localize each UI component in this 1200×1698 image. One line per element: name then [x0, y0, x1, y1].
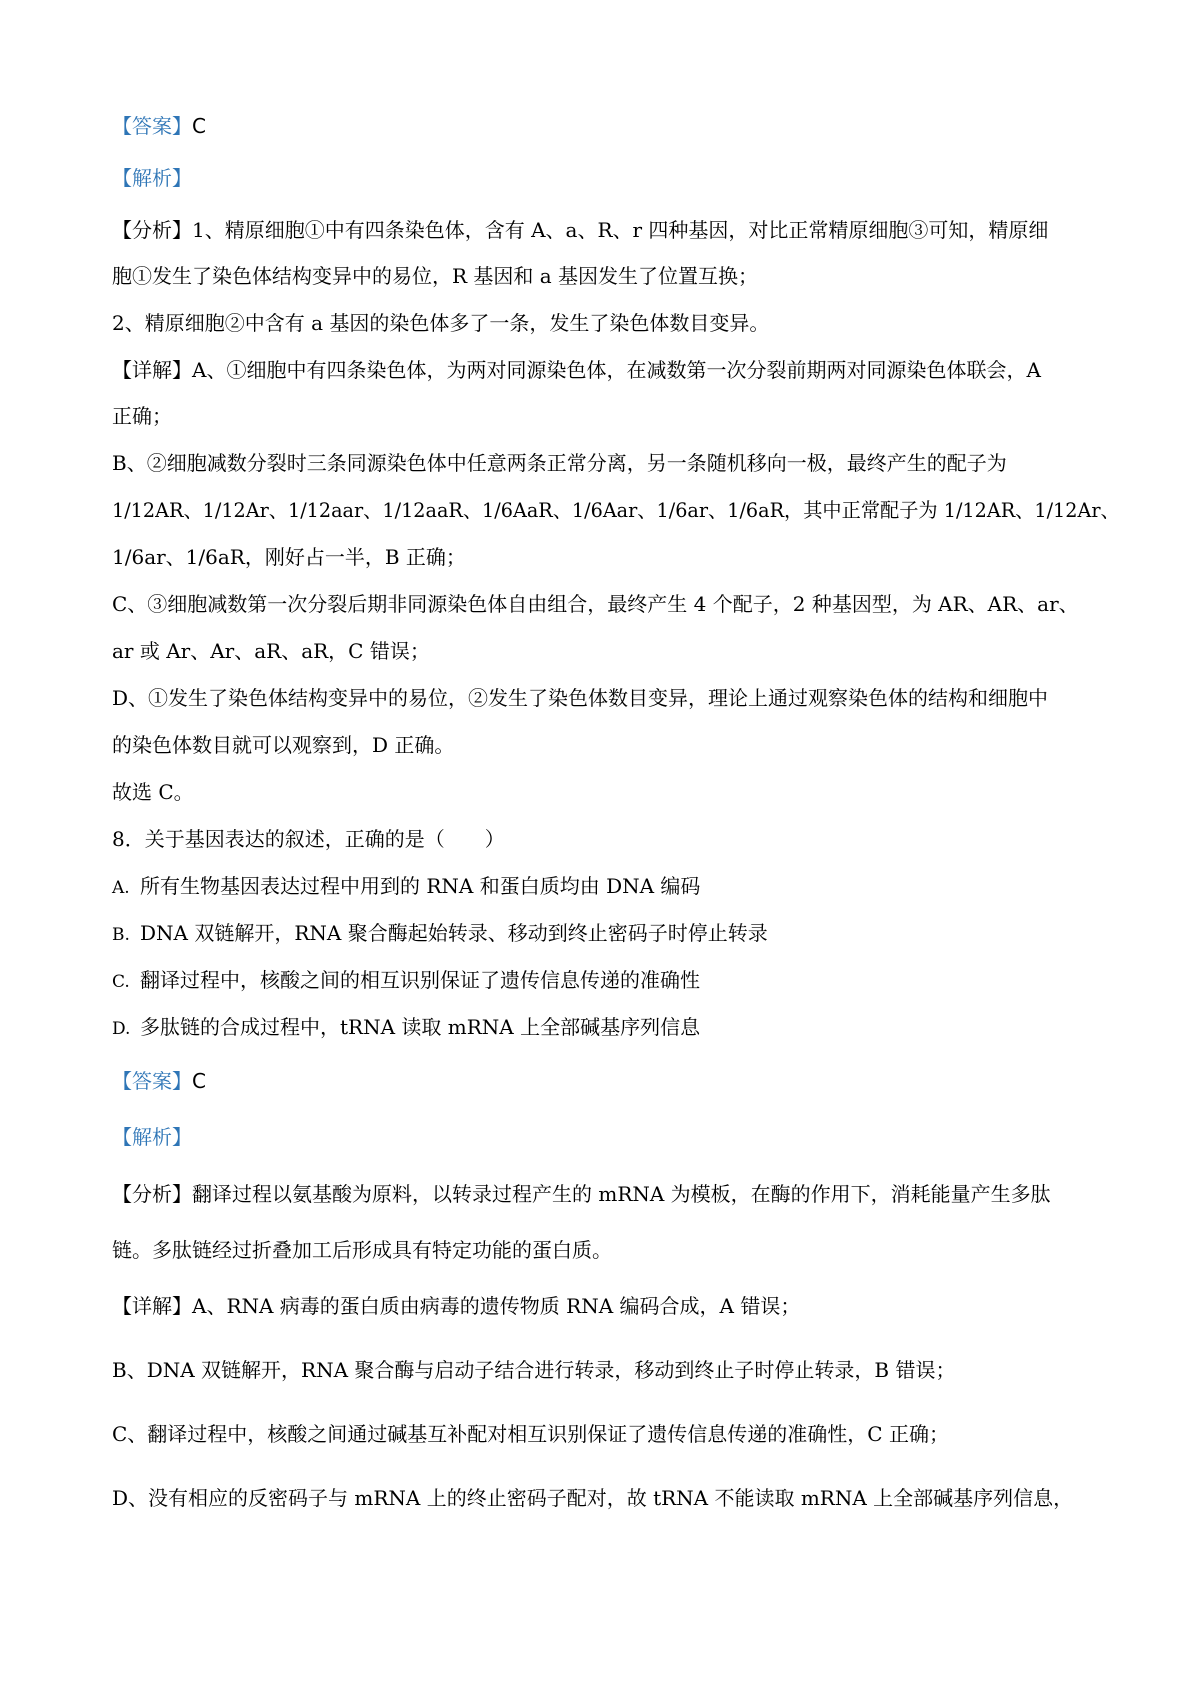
- text-line: 链。多肽链经过折叠加工后形成具有特定功能的蛋白质。: [112, 1238, 612, 1262]
- answer-value: C: [192, 1069, 206, 1093]
- answer-tag: 【答案】: [112, 1069, 192, 1093]
- text-line: 【分析】翻译过程以氨基酸为原料，以转录过程产生的 mRNA 为模板，在酶的作用下，消耗能量产生多肽: [112, 1182, 1051, 1206]
- option-letter: B.: [112, 925, 130, 945]
- answer-value: C: [192, 114, 206, 138]
- text-line: B、②细胞减数分裂时三条同源染色体中任意两条正常分离，另一条随机移向一极，最终产生的配子为: [112, 451, 1007, 475]
- option-text: 所有生物基因表达过程中用到的 RNA 和蛋白质均由 DNA 编码: [140, 874, 701, 898]
- text-line: D、①发生了染色体结构变异中的易位，②发生了染色体数目变异，理论上通过观察染色体的结构和细胞中: [112, 686, 1049, 710]
- text-line: C、③细胞减数第一次分裂后期非同源染色体自由组合，最终产生 4 个配子，2 种基因型，为 AR、AR、ar、: [112, 592, 1079, 616]
- text-line: 故选 C。: [112, 780, 194, 804]
- text-line: 正确；: [112, 404, 172, 428]
- option-text: DNA 双链解开，RNA 聚合酶起始转录、移动到终止密码子时停止转录: [140, 921, 768, 945]
- text-line: B、DNA 双链解开，RNA 聚合酶与启动子结合进行转录，移动到终止子时停止转录，B 错误；: [112, 1358, 956, 1382]
- answer-tag: 【答案】: [112, 114, 192, 138]
- text-line: D、没有相应的反密码子与 mRNA 上的终止密码子配对，故 tRNA 不能读取 mRNA 上全部碱基序列信息，: [112, 1486, 1074, 1510]
- analysis-tag: 【解析】: [112, 166, 192, 190]
- option-c: [112, 966, 700, 996]
- text-line: 【分析】1、精原细胞①中有四条染色体，含有 A、a、R、r 四种基因，对比正常精原细胞③可知，精原细: [112, 218, 1049, 242]
- text-line: C、翻译过程中，核酸之间通过碱基互补配对相互识别保证了遗传信息传递的准确性，C 正确；: [112, 1422, 949, 1446]
- text-line: 【详解】A、①细胞中有四条染色体，为两对同源染色体，在减数第一次分裂前期两对同源染色体联会，A: [112, 358, 1041, 382]
- option-letter: C.: [112, 972, 130, 992]
- text-line: 2、精原细胞②中含有 a 基因的染色体多了一条，发生了染色体数目变异。: [112, 311, 770, 335]
- text-line: 【详解】A、RNA 病毒的蛋白质由病毒的遗传物质 RNA 编码合成，A 错误；: [112, 1294, 801, 1318]
- option-a: [112, 872, 700, 902]
- question-stem: 8．关于基因表达的叙述，正确的是（ ）: [112, 827, 505, 851]
- answer-line-q8: [112, 1067, 206, 1095]
- option-d: [112, 1013, 700, 1043]
- analysis-tag: 【解析】: [112, 1125, 192, 1149]
- option-letter: A.: [112, 878, 130, 898]
- text-line: ar 或 Ar、Ar、aR、aR，C 错误；: [112, 639, 430, 663]
- text-line: 1/12AR、1/12Ar、1/12aar、1/12aaR、1/6AaR、1/6Aar、1/6ar、1/6aR，其中正常配子为 1/12AR、1/12Ar、: [112, 498, 1120, 522]
- text-line: 1/6ar、1/6aR，刚好占一半，B 正确；: [112, 545, 466, 569]
- option-b: [112, 919, 768, 949]
- option-letter: D.: [112, 1019, 131, 1039]
- answer-line-q7: [112, 112, 206, 140]
- text-line: 的染色体数目就可以观察到，D 正确。: [112, 733, 455, 757]
- option-text: 翻译过程中，核酸之间的相互识别保证了遗传信息传递的准确性: [140, 968, 700, 992]
- option-text: 多肽链的合成过程中，tRNA 读取 mRNA 上全部碱基序列信息: [140, 1015, 701, 1039]
- text-line: 胞①发生了染色体结构变异中的易位，R 基因和 a 基因发生了位置互换；: [112, 264, 759, 288]
